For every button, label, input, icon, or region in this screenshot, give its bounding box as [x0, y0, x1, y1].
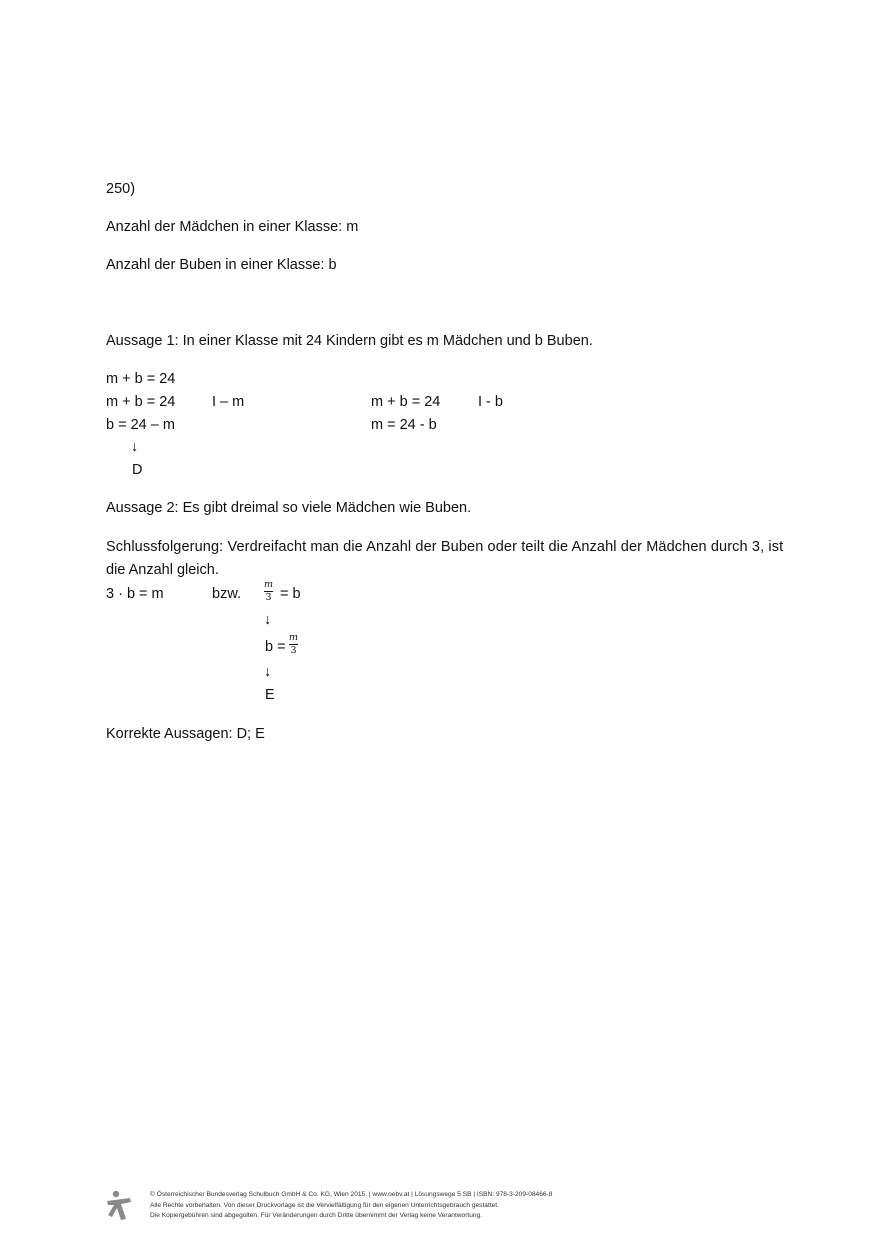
equation-3: 3 · b = m	[106, 586, 164, 602]
fraction-m-over-3: m 3	[264, 579, 274, 603]
fraction-m-over-3: m 3	[289, 632, 299, 656]
operation-right: I - b	[478, 394, 503, 410]
footer-line-1: © Österreichischer Bundesverlag Schulbuch GmbH & Co. KG, Wien 2015. | www.oebv.at | Lösungswege 5 SB | ISBN: 978-3-209-08466-8	[150, 1191, 553, 1198]
footer-line-2: Alle Rechte vorbehalten. Von dieser Druckvorlage ist die Vervielfältigung für den eigenen Unterrichtsgebrauch gestattet.	[150, 1201, 499, 1209]
definition-m: Anzahl der Mädchen in einer Klasse: m	[106, 219, 359, 235]
result-right: m = 24 - b	[371, 417, 437, 433]
b-equals: b =	[265, 639, 286, 655]
answer-d: D	[132, 462, 143, 478]
aussage-2: Aussage 2: Es gibt dreimal so viele Mädchen wie Buben.	[106, 500, 472, 516]
aussage-1: Aussage 1: In einer Klasse mit 24 Kindern gibt es m Mädchen und b Buben.	[106, 333, 593, 349]
operation-left: I – m	[212, 394, 245, 410]
arrow-down-icon: ↓	[264, 612, 272, 628]
footer	[150, 1190, 552, 1222]
footer-line-3: Die Kopiergebühren sind abgegolten. Für Veränderungen durch Dritte übernimmt der Verlag keine Verantwortung.	[150, 1212, 483, 1219]
conclusion-line-1: Schlussfolgerung: Verdreifacht man die Anzahl der Buben oder teilt die Anzahl der Mädchen durch 3, ist	[106, 539, 784, 555]
arrow-down-icon: ↓	[131, 439, 139, 455]
bzw-label: bzw.	[212, 586, 242, 602]
correct-answers: Korrekte Aussagen: D; E	[106, 726, 265, 742]
equation-2-left: m + b = 24	[106, 394, 176, 410]
equation-2-right: m + b = 24	[371, 394, 441, 410]
exercise-number: 250)	[106, 181, 136, 197]
answer-e: E	[265, 687, 275, 703]
oebv-logo-icon	[104, 1190, 134, 1222]
definition-b: Anzahl der Buben in einer Klasse: b	[106, 257, 337, 273]
equation-1: m + b = 24	[106, 371, 176, 387]
conclusion-line-2: die Anzahl gleich.	[106, 562, 219, 578]
result-left: b = 24 – m	[106, 417, 175, 433]
arrow-down-icon: ↓	[264, 664, 272, 680]
equals-b: = b	[280, 586, 301, 602]
